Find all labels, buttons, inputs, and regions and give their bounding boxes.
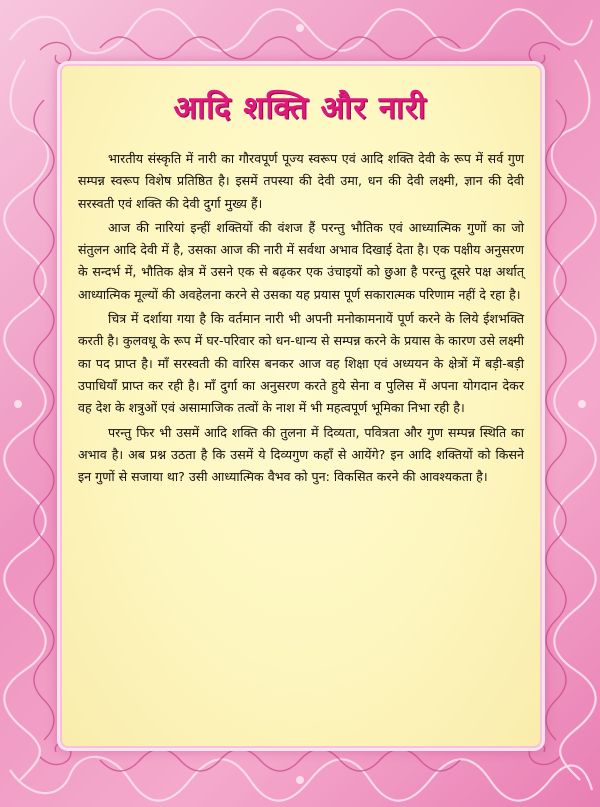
article-body bbox=[78, 148, 524, 490]
paragraph: आज की नारियां इन्हीं शक्तियों की वंशज हैं परन्तु भौतिक एवं आध्यात्मिक गुणों का जो संतुलन आदि देवी में है, उसका आज की नारी में सर्वथा अभाव दिखाई देता है। एक पक्षीय अनुसरण के सन्दर्भ में, भौतिक क्षेत्र में उसने एक से बढ़कर एक उंचाइयों को छुआ है परन्तु दूसरे पक्ष अर्थात् आध्यात्मिक मूल्यों की अवहेलना करने से उसका यह प्रयास पूर्ण सकारात्मक परिणाम नहीं दे रहा है। bbox=[78, 219, 524, 302]
page-title: आदि शक्ति और नारी bbox=[173, 90, 427, 126]
paragraph: परन्तु फिर भी उसमें आदि शक्ति की तुलना में दिव्यता, पवित्रता और गुण सम्पन्न स्थिति का अभाव है। अब प्रश्न उठता है कि उसमें ये दिव्यगुण कहाँ से आयेंगे? इन आदि शक्तियों को किसने इन गुणों से सजाया था? उसी आध्यात्मिक वैभव को पुन: विकसित करने की आवश्यकता है। bbox=[78, 424, 524, 485]
paragraph: भारतीय संस्कृति में नारी का गौरवपूर्ण पूज्य स्वरूप एवं आदि शक्ति देवी के रूप में सर्व गुण सम्पन्न स्वरूप विशेष प्रतिष्ठित है। इसमें तपस्या की देवी उमा, धन की देवी लक्ष्मी, ज्ञान की देवी सरस्वती एवं शक्ति की देवी दुर्गा मुख्य हैं। bbox=[78, 151, 524, 211]
paragraph: चित्र में दर्शाया गया है कि वर्तमान नारी भी अपनी मनोकामनायें पूर्ण करने के लिये ईशभक्ति करती है। कुलवधू के रूप में घर-परिवार को धन-धान्य से सम्पन्न करने के प्रयास के कारण उसे लक्ष्मी का पद प्राप्त है। माँ सरस्वती की वारिस बनकर आज वह शिक्षा एवं अध्ययन के क्षेत्रों में बड़ी-बड़ी उपाधियाँ प्राप्त कर रही है। माँ दुर्गा का अनुसरण करते हुये सेना व पुलिस में अपना योगदान देकर वह देश के शत्रुओं एवं असामाजिक तत्वों के नाश में भी महत्वपूर्ण भूमिका निभा रही है। bbox=[78, 311, 524, 416]
